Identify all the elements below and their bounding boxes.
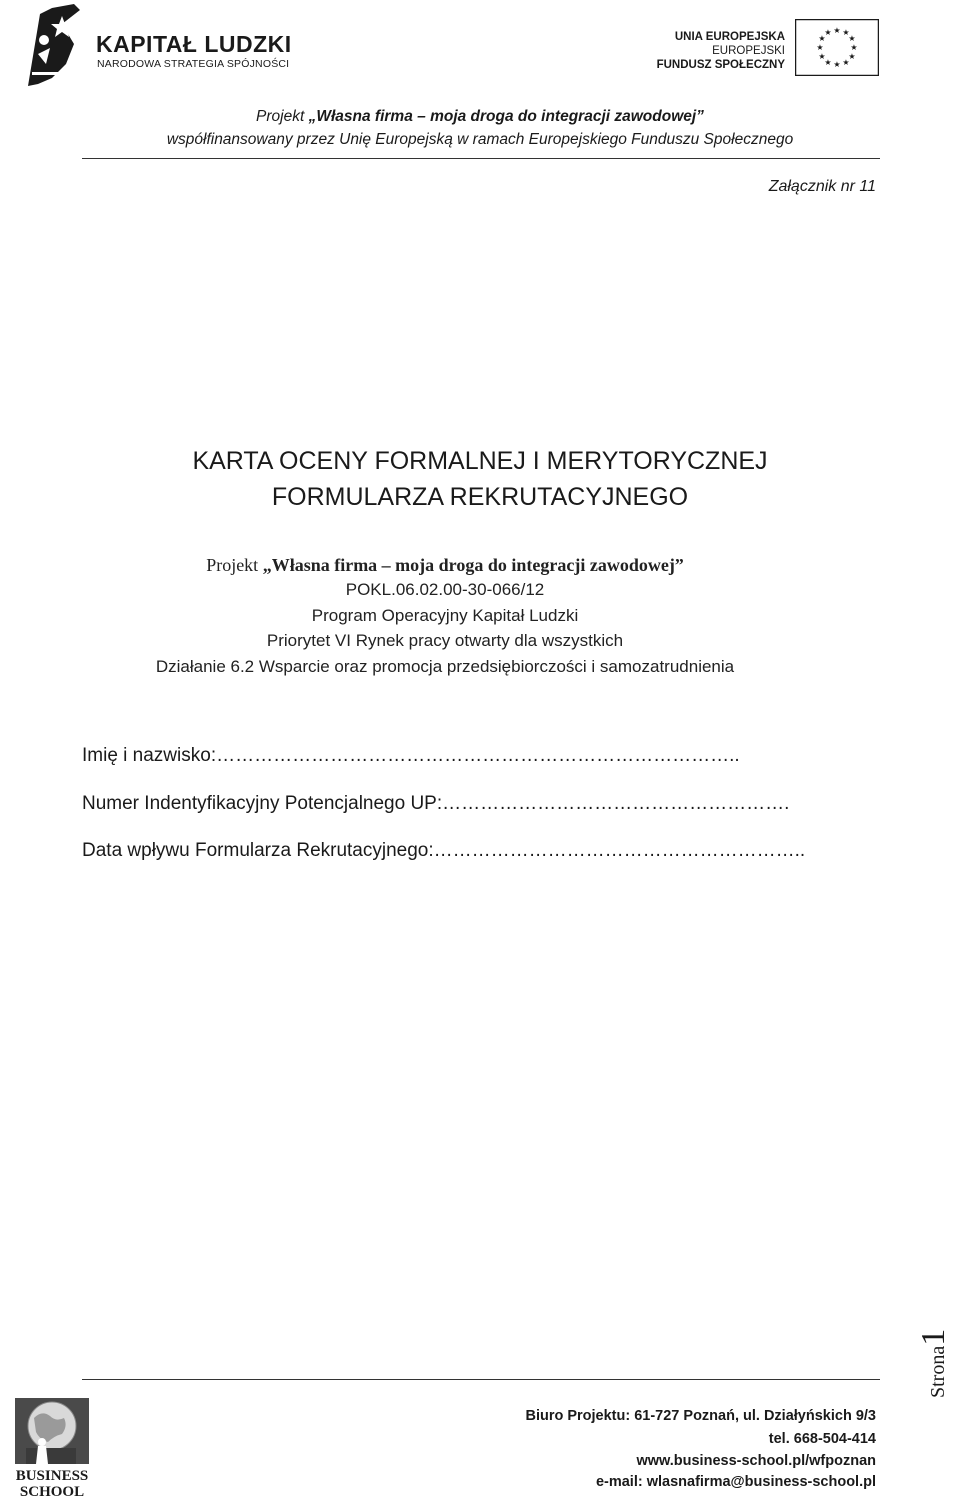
page-word: Strona [927,1345,949,1398]
project-name: „Własna firma – moja droga do integracji zawodowej” [262,555,684,575]
footer-divider [82,1379,880,1380]
bs-logo-line-1: BUSINESS [15,1468,89,1484]
svg-text:★: ★ [833,26,841,35]
svg-text:★: ★ [816,43,824,52]
priority-name: Priorytet VI Rynek pracy otwarty dla wszystkich [266,631,624,650]
field-dots: ………………………………………………….. [433,840,806,861]
field-dots: ……………………………………………………………………….. [216,745,740,766]
document-title-line-2: FORMULARZA REKRUTACYJNEGO [271,483,689,511]
svg-text:★: ★ [850,43,858,52]
svg-text:★: ★ [848,34,856,43]
project-code: POKL.06.02.00-30-066/12 [345,580,545,599]
measure-name: Działanie 6.2 Wsparcie oraz promocja przedsiębiorczości i samozatrudnienia [155,657,735,676]
svg-text:★: ★ [818,52,826,61]
svg-text:★: ★ [824,58,832,67]
eu-line-1: UNIA EUROPEJSKA [674,31,785,43]
field-label: Data wpływu Formularza Rekrutacyjnego: [82,840,434,861]
project-header-prefix: Projekt [256,108,309,125]
footer-phone: tel. 668-504-414 [768,1431,876,1447]
kapital-ludzki-logo-icon [22,4,82,88]
eu-flag-icon [795,19,879,76]
project-name-line [0,555,890,576]
field-name-surname [82,745,740,767]
svg-text:★: ★ [842,58,850,67]
program-name: Program Operacyjny Kapitał Ludzki [311,606,579,625]
footer-email-link[interactable]: e-mail: wlasnafirma@business-school.pl [595,1474,876,1490]
svg-text:★: ★ [842,28,850,37]
page-number [915,1329,953,1398]
cofinanced-line: współfinansowany przez Unię Europejską w ramach Europejskiego Funduszu Społecznego [166,131,794,148]
project-header-name: „Własna firma – moja droga do integracji zawodowej” [308,108,704,125]
eu-line-3: FUNDUSZ SPOŁECZNY [656,59,785,71]
document-title-line-1: KARTA OCENY FORMALNEJ I MERYTORYCZNEJ [192,447,768,475]
annex-label: Załącznik nr 11 [768,178,876,195]
business-school-logo-icon [12,1396,92,1500]
kapital-ludzki-subtitle: NARODOWA STRATEGIA SPÓJNOŚCI [97,58,290,70]
bs-logo-line-2: SCHOOL [19,1484,85,1500]
field-participant-id [82,793,789,815]
field-label: Imię i nazwisko: [82,745,217,766]
kapital-ludzki-title: KAPITAŁ LUDZKI [96,31,292,57]
page-number-value: 1 [915,1328,952,1346]
project-header-line [0,108,960,126]
field-dots: ………………………………………………. [442,793,790,814]
footer-website-link[interactable]: www.business-school.pl/wfpoznan [636,1453,876,1469]
project-prefix: Projekt [206,555,263,575]
field-submission-date [82,840,805,862]
svg-text:★: ★ [824,28,832,37]
eu-line-2: EUROPEJSKI [712,45,785,57]
svg-text:★: ★ [818,34,826,43]
svg-text:★: ★ [833,60,841,69]
footer-address: Biuro Projektu: 61-727 Poznań, ul. Działyńskich 9/3 [525,1408,876,1424]
svg-text:★: ★ [848,52,856,61]
field-label: Numer Indentyfikacyjny Potencjalnego UP: [82,793,443,814]
header-divider [82,158,880,159]
eu-logo-text [657,30,785,72]
